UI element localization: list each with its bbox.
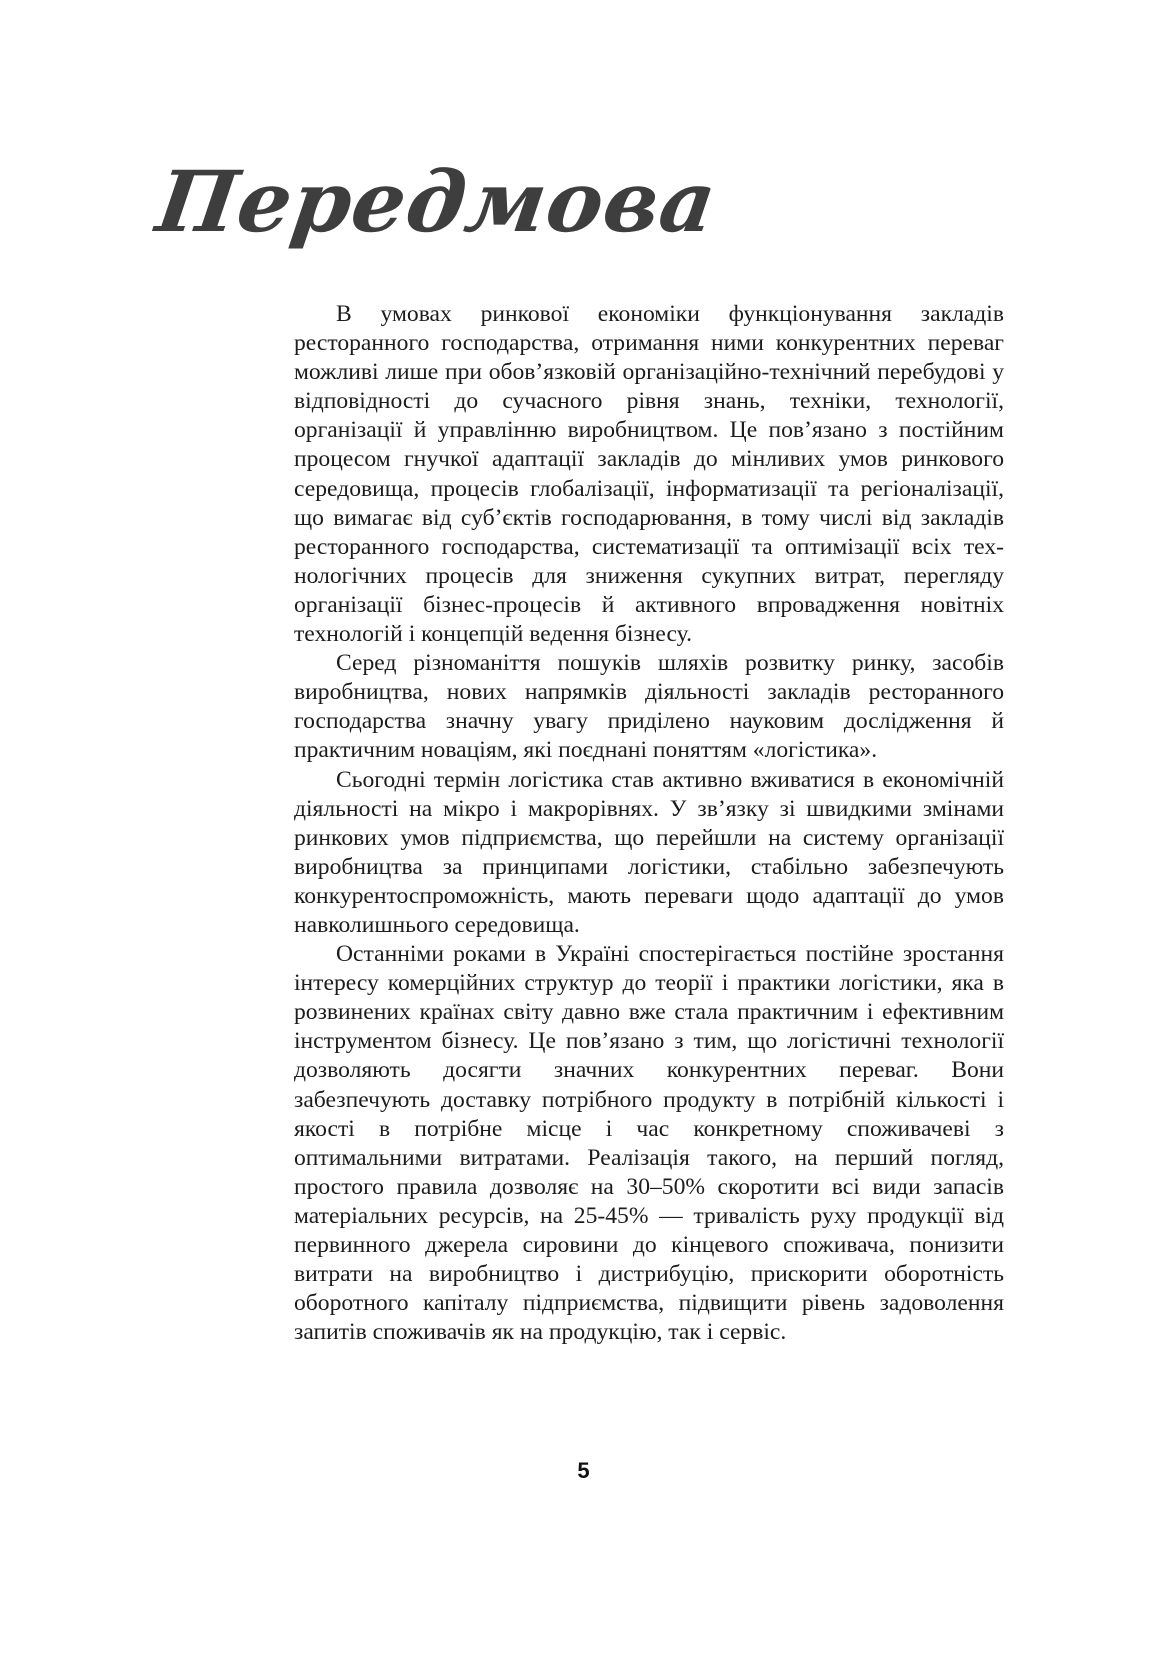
paragraph: Останніми роками в Україні спостерігається постійне зростання інтересу комерційних структур до теорії і практики логістики, яка в розвинених країнах світу давно вже стала практичним і ефективним інструментом бізнесу. Це пов’язано з тим, що логістичні технології дозволяють досягти значних конкурентних переваг. Вони забезпечують доставку потрібного продукту в потрібній кількості і якості в потрібне місце і час конкретному споживачеві з оптимальними витратами. Реалізація такого, на перший погляд, простого правила дозволяє на 30–50% скоротити всі види запасів матеріальних ресурсів, на 25-45% — тривалість руху продукції від первинного джерела сировини до кінцевого споживача, понизити витрати на виробництво і дистрибуцію, прискорити оборотність оборотного капіталу підприємства, підвищити рівень задоволення запитів споживачів як на продукцію, так і сервіс. xyxy=(294,941,1004,1346)
paragraph: Серед різноманіття пошуків шляхів розвитку ринку, засобів виробництва, нових напрямків діяльності закладів ресторанного господарства значну увагу приділено науковим дослідження й практичним новаціям, які поєднані поняттям «логістика». xyxy=(294,650,1004,764)
page-heading: Передмова xyxy=(151,152,723,251)
body-text xyxy=(294,300,1004,1347)
page-number: 5 xyxy=(577,1458,590,1483)
paragraph: В умовах ринкової економіки функціонування закладів ресторанного господарства, отримання ними конкурентних переваг можливі лише при обов’язковій організаційно-технічний перебудові у відповідності до сучасного рівня знань, техніки, технології, організації й управлінню виробництвом. Це пов’язано з постійним процесом гнучкої адаптації закладів до мінливих умов ринкового середовища, процесів глобалізації, інформатизації та регіоналізації, що вимагає від суб’єктів господарювання, в тому числі від закладів ресторанного господарства, систематизації та оптимізації всіх технологічних процесів для зниження сукупних витрат, перегляду організації бізнес-процесів й активного впровадження новітніх технологій і концепцій ведення бізнесу. xyxy=(294,301,1004,648)
paragraph: Сьогодні термін логістика став активно вживатися в економічній діяльності на мікро і макрорівнях. У зв’язку зі швидкими змінами ринкових умов підприємства, що перейшли на систему організації виробництва за принципами логістики, стабільно забезпечують конкурентоспроможність, мають переваги щодо адаптації до умов навколишнього середовища. xyxy=(294,766,1004,938)
